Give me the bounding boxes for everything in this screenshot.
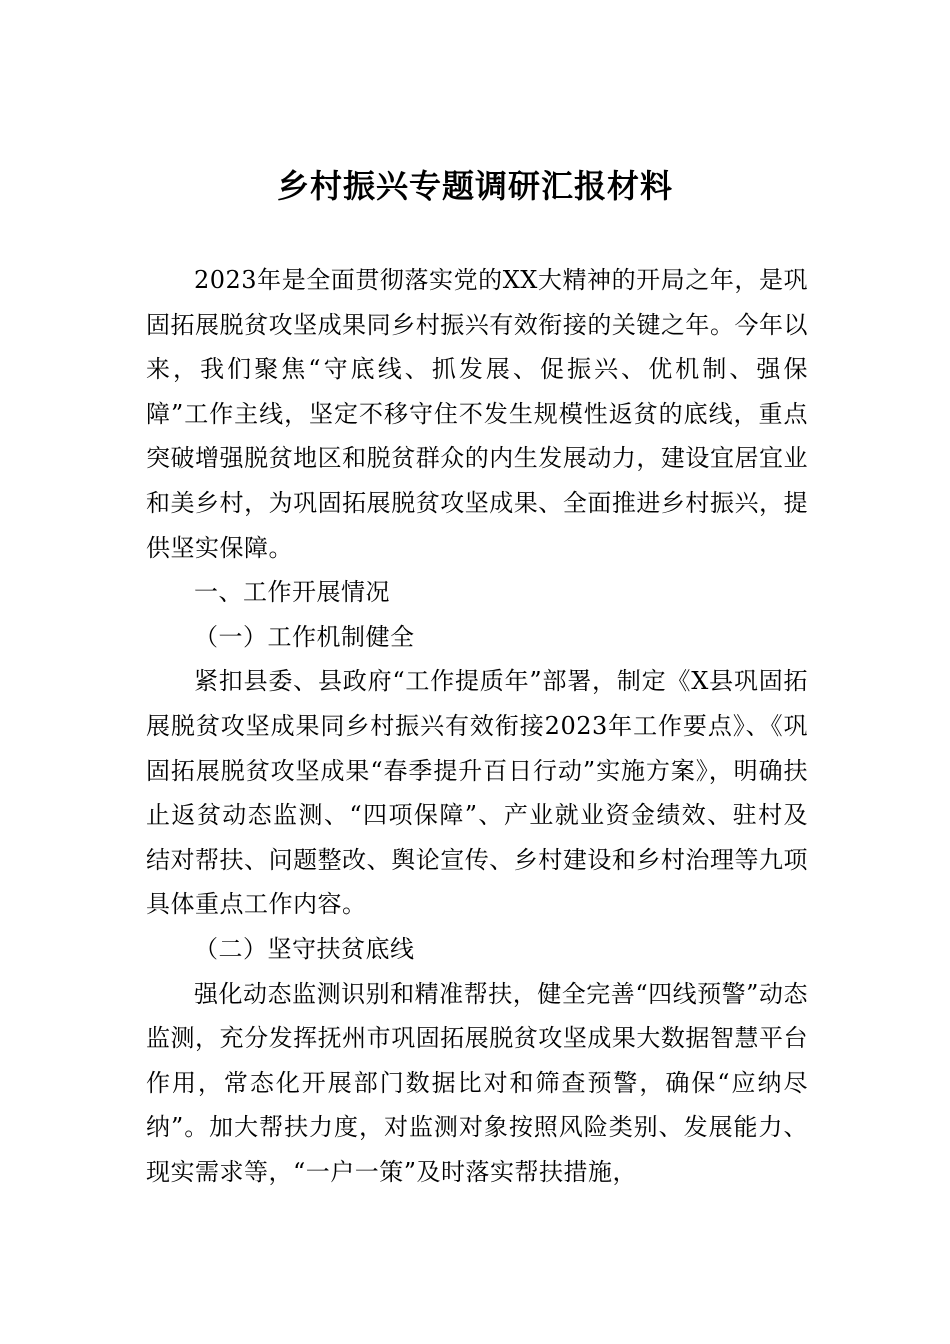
mechanism-paragraph: 紧扣县委、县政府“工作提质年”部署，制定《X县巩固拓展脱贫攻坚成果同乡村振兴有效衔接2023年工作要点》、《巩固拓展脱贫攻坚成果“春季提升百日行动”实施方案》，明确扶止返贫动态监测、“四项保障”、产业就业资金绩效、驻村及结对帮扶、问题整改、舆论宣传、乡村建设和乡村治理等九项具体重点工作内容。 [146,667,808,919]
bottom-line-paragraph: 强化动态监测识别和精准帮扶，健全完善“四线预警”动态监测，充分发挥抚州市巩固拓展脱贫攻坚成果大数据智慧平台作用，常态化开展部门数据比对和筛查预警，确保“应纳尽纳”。加大帮扶力度，对监测对象按照风险类别、发展能力、现实需求等，“一户一策”及时落实帮扶措施， [146,979,808,1186]
subsection-heading-mechanism: （一）工作机制健全 [194,622,415,651]
section-heading-work-progress: 一、工作开展情况 [194,578,390,607]
intro-paragraph: 2023年是全面贯彻落实党的XX大精神的开局之年，是巩固拓展脱贫攻坚成果同乡村振兴有效衔接的关键之年。今年以来，我们聚焦“守底线、抓发展、促振兴、优机制、强保障”工作主线，坚定不移守住不发生规模性返贫的底线，重点突破增强脱贫地区和脱贫群众的内生发展动力，建设宜居宜业和美乡村，为巩固拓展脱贫攻坚成果、全面推进乡村振兴，提供坚实保障。 [146,266,808,562]
document-body [146,258,808,1194]
subsection-heading-bottom-line: （二）坚守扶贫底线 [194,934,415,963]
document-title: 乡村振兴专题调研汇报材料 [276,167,673,205]
